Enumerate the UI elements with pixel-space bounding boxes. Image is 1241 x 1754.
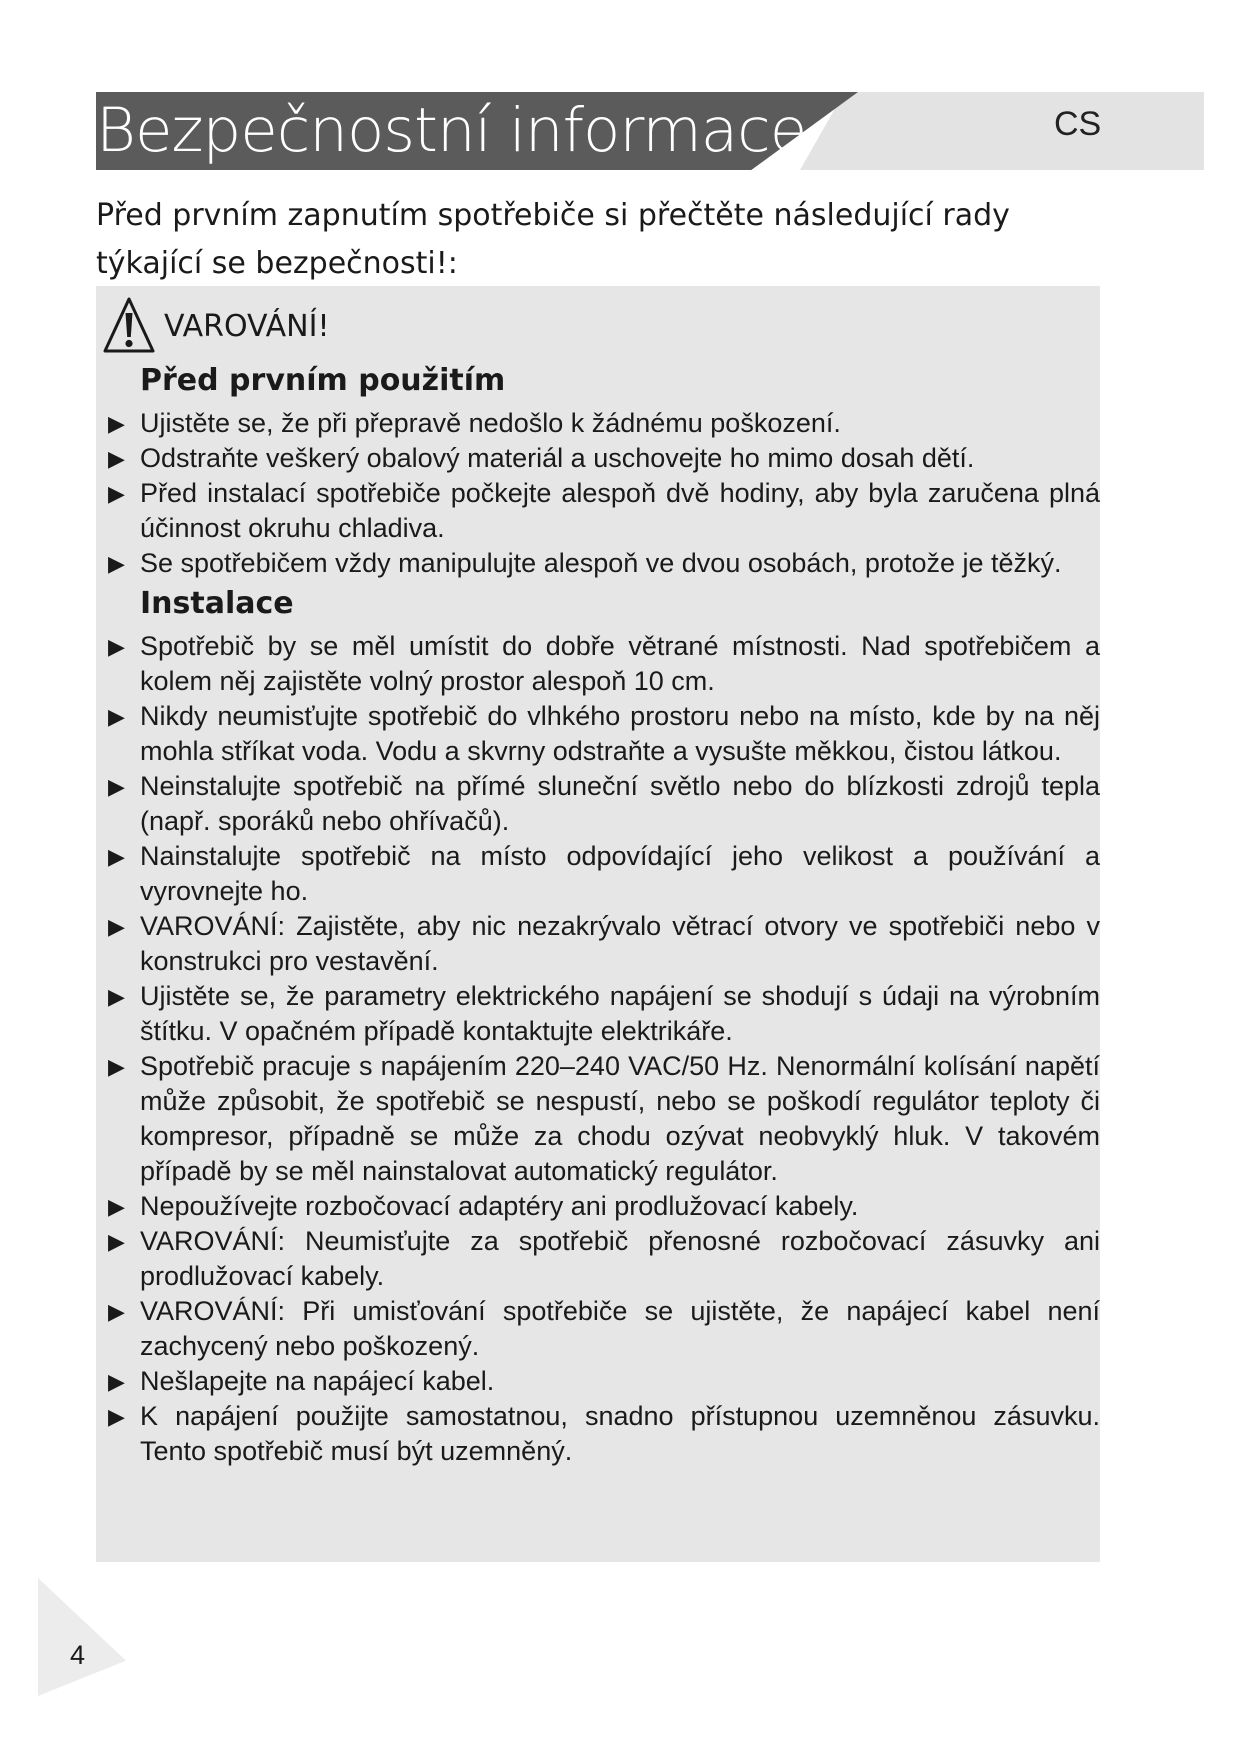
list-item-text: Nikdy neumisťujte spotřebič do vlhkého prostoru nebo na místo, kde by na něj mohla stříkat voda. Vodu a skvrny odstraňte a vysušte měkkou, čistou látkou. <box>140 701 1100 766</box>
list-item <box>104 1364 1100 1399</box>
list-item <box>104 1399 1100 1469</box>
footer-corner-shape <box>38 1578 126 1696</box>
bullet-arrow-icon: ▶ <box>108 1194 125 1219</box>
list-item <box>104 909 1100 979</box>
bullet-arrow-icon: ▶ <box>108 1299 125 1324</box>
list-item <box>104 441 1100 476</box>
bullet-arrow-icon: ▶ <box>108 1054 125 1079</box>
list-item <box>104 546 1100 581</box>
bullet-arrow-icon: ▶ <box>108 704 125 729</box>
list-item <box>104 699 1100 769</box>
bullet-arrow-icon: ▶ <box>108 634 125 659</box>
bullet-arrow-icon: ▶ <box>108 446 125 471</box>
list-item <box>104 1224 1100 1294</box>
header-band-light <box>800 92 1204 170</box>
list-item <box>104 476 1100 546</box>
safety-content <box>104 362 1100 1473</box>
bullet-arrow-icon: ▶ <box>108 1229 125 1254</box>
bullet-arrow-icon: ▶ <box>108 481 125 506</box>
bullet-arrow-icon: ▶ <box>108 1369 125 1394</box>
bullet-arrow-icon: ▶ <box>108 774 125 799</box>
list-item-text: Ujistěte se, že parametry elektrického napájení se shodují s údaji na výrobním štítku. V opačném případě kontaktujte elektrikáře. <box>140 981 1100 1046</box>
warning-triangle-icon <box>102 295 156 357</box>
list-item <box>104 629 1100 699</box>
list-item <box>104 1049 1100 1189</box>
list-item-text: VAROVÁNÍ: Při umisťování spotřebiče se ujistěte, že napájecí kabel není zachycený nebo poškozený. <box>140 1296 1100 1361</box>
list-item-text: Odstraňte veškerý obalový materiál a uschovejte ho mimo dosah dětí. <box>140 443 975 473</box>
section-before-first-use <box>104 362 1100 581</box>
bullet-arrow-icon: ▶ <box>108 551 125 576</box>
list-item-text: Ujistěte se, že při přepravě nedošlo k žádnému poškození. <box>140 408 841 438</box>
list-item-text: Se spotřebičem vždy manipulujte alespoň ve dvou osobách, protože je těžký. <box>140 548 1062 578</box>
list-item-text: Nainstalujte spotřebič na místo odpovídající jeho velikost a používání a vyrovnejte ho. <box>140 841 1100 906</box>
section-heading: Před prvním použitím <box>140 363 506 398</box>
bullet-arrow-icon: ▶ <box>108 844 125 869</box>
bullet-arrow-icon: ▶ <box>108 984 125 1009</box>
list-item <box>104 839 1100 909</box>
section-heading: Instalace <box>140 586 294 621</box>
list-item <box>104 1294 1100 1364</box>
warning-label: VAROVÁNÍ! <box>164 308 330 344</box>
warning-header <box>102 292 330 360</box>
list-item-text: Spotřebič pracuje s napájením 220–240 VAC/50 Hz. Nenormální kolísání napětí může způsobit, že spotřebič se nespustí, nebo se poškodí regulátor teploty či kompresor, případně se může za chodu ozývat neobvyklý hluk. V takovém případě by se měl nainstalovat automatický regulátor. <box>140 1051 1100 1186</box>
list-item-text: Nešlapejte na napájecí kabel. <box>140 1366 495 1396</box>
list-item-text: K napájení použijte samostatnou, snadno přístupnou uzemněnou zásuvku. Tento spotřebič musí být uzemněný. <box>140 1401 1100 1466</box>
list-item-text: Neinstalujte spotřebič na přímé sluneční světlo nebo do blízkosti zdrojů tepla (např. sporáků nebo ohřívačů). <box>140 771 1100 836</box>
page-title: Bezpečnostní informace <box>96 95 807 166</box>
list-item <box>104 979 1100 1049</box>
bullet-arrow-icon: ▶ <box>108 914 125 939</box>
list-item-text: Nepoužívejte rozbočovací adaptéry ani prodlužovací kabely. <box>140 1191 859 1221</box>
section-items <box>104 629 1100 1469</box>
page-number: 4 <box>70 1640 86 1670</box>
bullet-arrow-icon: ▶ <box>108 1404 125 1429</box>
list-item-text: VAROVÁNÍ: Zajistěte, aby nic nezakrývalo větrací otvory ve spotřebiči nebo v konstrukci pro vestavění. <box>140 911 1100 976</box>
section-items <box>104 406 1100 581</box>
list-item <box>104 1189 1100 1224</box>
section-installation <box>104 585 1100 1469</box>
list-item-text: Spotřebič by se měl umístit do dobře větrané místnosti. Nad spotřebičem a kolem něj zajistěte volný prostor alespoň 10 cm. <box>140 631 1100 696</box>
list-item-text: Před instalací spotřebiče počkejte alespoň dvě hodiny, aby byla zaručena plná účinnost okruhu chladiva. <box>140 478 1100 543</box>
list-item <box>104 769 1100 839</box>
list-item <box>104 406 1100 441</box>
list-item-text: VAROVÁNÍ: Neumisťujte za spotřebič přenosné rozbočovací zásuvky ani prodlužovací kabely. <box>140 1226 1100 1291</box>
bullet-arrow-icon: ▶ <box>108 411 125 436</box>
language-code: CS <box>1054 105 1102 143</box>
intro-text: Před prvním zapnutím spotřebiče si přečtěte následující rady týkající se bezpečnosti!: <box>96 198 1010 281</box>
